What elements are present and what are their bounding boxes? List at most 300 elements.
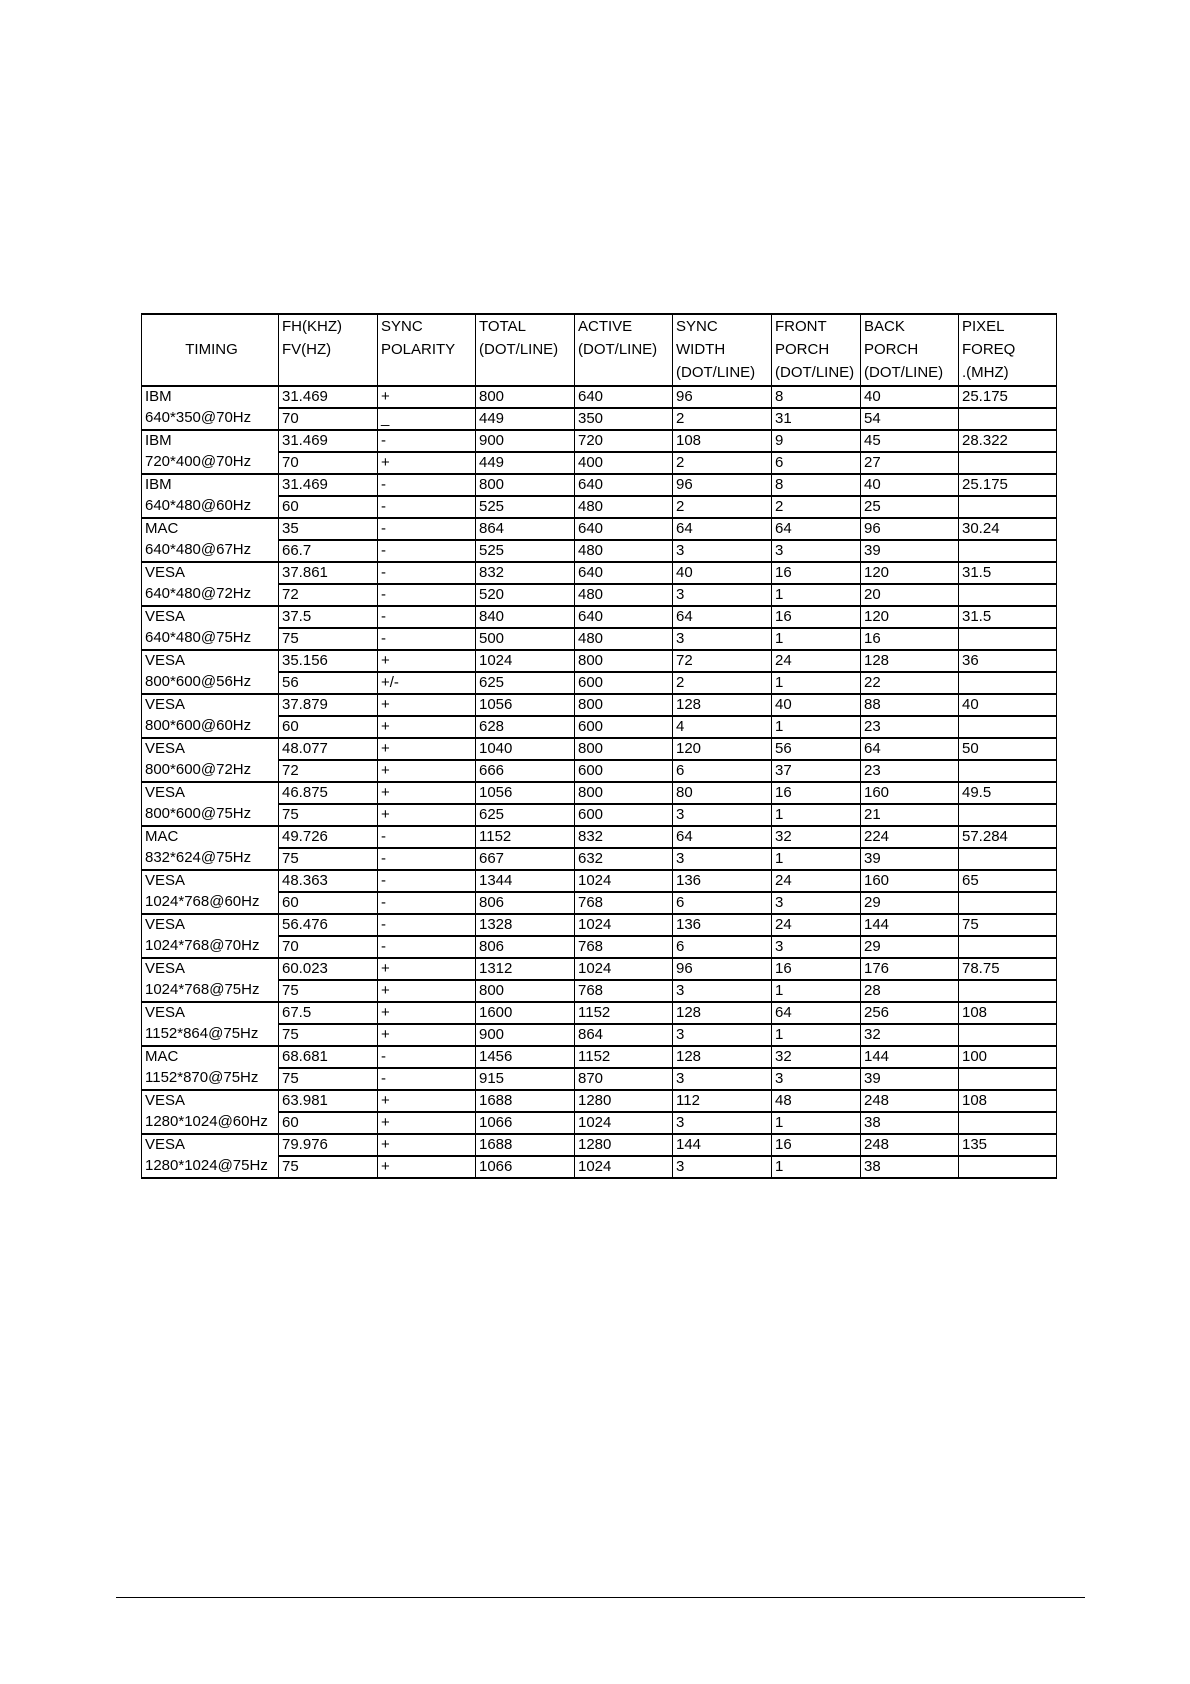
cell-h-active: 800 [575,694,673,716]
table-row [142,1112,1057,1134]
cell-v-back-porch: 39 [861,540,959,562]
mode-resolution: 640*350@70Hz [142,408,279,430]
table-row [142,848,1057,870]
cell-v-sync-width: 3 [673,848,772,870]
cell-h-sync-width: 40 [673,562,772,584]
mode-resolution: 1152*870@75Hz [142,1068,279,1090]
cell-v-active: 480 [575,540,673,562]
cell-h-sync-polarity: + [378,738,476,760]
cell-v-front-porch: 3 [772,936,861,958]
cell-v-sync-width: 2 [673,672,772,694]
cell-v-total: 915 [476,1068,575,1090]
cell-v-total: 625 [476,672,575,694]
cell-v-fv-value: 66.7 [279,540,378,562]
cell-h-total: 1688 [476,1134,575,1156]
cell-v-sync-polarity: + [378,1112,476,1134]
mode-resolution: 1152*864@75Hz [142,1024,279,1046]
table-row [142,1002,1057,1024]
cell-v-back-porch: 39 [861,848,959,870]
mode-standard: VESA [142,738,279,760]
cell-h-front-porch: 64 [772,518,861,540]
cell-h-pixel-freq: 31.5 [959,562,1057,584]
cell-v-sync-width: 3 [673,584,772,606]
cell-v-sync-polarity: +/- [378,672,476,694]
cell-v-back-porch: 32 [861,1024,959,1046]
cell-h-pixel-freq: 28.322 [959,430,1057,452]
cell-v-back-porch: 23 [861,760,959,782]
cell-h-back-porch: 224 [861,826,959,848]
cell-v-active: 600 [575,804,673,826]
cell-h-fh-value: 31.469 [279,474,378,496]
cell-v-sync-polarity: - [378,540,476,562]
cell-v-pixel-freq [959,496,1057,518]
mode-standard: IBM [142,386,279,408]
cell-h-pixel-freq: 108 [959,1090,1057,1112]
table-row [142,760,1057,782]
cell-v-pixel-freq [959,980,1057,1002]
mode-resolution: 720*400@70Hz [142,452,279,474]
cell-h-sync-polarity: - [378,562,476,584]
cell-v-back-porch: 20 [861,584,959,606]
cell-v-fv-value: 72 [279,584,378,606]
cell-v-pixel-freq [959,760,1057,782]
table-row [142,628,1057,650]
table-row [142,1046,1057,1068]
cell-v-total: 806 [476,892,575,914]
cell-v-front-porch: 1 [772,980,861,1002]
cell-h-back-porch: 144 [861,1046,959,1068]
cell-v-fv-value: 75 [279,1156,378,1178]
mode-standard: IBM [142,474,279,496]
table-row [142,672,1057,694]
header-line: PORCH [864,341,919,358]
mode-standard: VESA [142,1134,279,1156]
mode-resolution: 800*600@72Hz [142,760,279,782]
header-line: FOREQ [962,341,1016,358]
cell-h-total: 1024 [476,650,575,672]
cell-h-sync-polarity: + [378,694,476,716]
mode-resolution: 640*480@75Hz [142,628,279,650]
cell-v-front-porch: 3 [772,1068,861,1090]
table-row [142,584,1057,606]
cell-h-active: 640 [575,562,673,584]
cell-h-pixel-freq: 25.175 [959,386,1057,408]
cell-h-front-porch: 64 [772,1002,861,1024]
table-row [142,540,1057,562]
cell-h-total: 1040 [476,738,575,760]
cell-h-total: 1056 [476,782,575,804]
cell-h-front-porch: 9 [772,430,861,452]
cell-v-total: 806 [476,936,575,958]
timing-body [142,386,1057,1178]
cell-h-sync-polarity: - [378,430,476,452]
cell-h-pixel-freq: 25.175 [959,474,1057,496]
cell-v-active: 768 [575,892,673,914]
cell-h-sync-width: 96 [673,474,772,496]
cell-h-fh-value: 31.469 [279,430,378,452]
cell-v-sync-width: 4 [673,716,772,738]
cell-v-pixel-freq [959,1068,1057,1090]
mode-resolution: 640*480@72Hz [142,584,279,606]
cell-v-active: 350 [575,408,673,430]
cell-v-total: 525 [476,540,575,562]
cell-v-active: 864 [575,1024,673,1046]
cell-v-front-porch: 1 [772,848,861,870]
cell-h-front-porch: 56 [772,738,861,760]
cell-v-front-porch: 1 [772,672,861,694]
cell-h-front-porch: 16 [772,1134,861,1156]
mode-standard: VESA [142,870,279,892]
header-line: (DOT/LINE) [864,364,944,381]
cell-v-front-porch: 1 [772,1024,861,1046]
cell-v-sync-width: 6 [673,760,772,782]
cell-v-fv-value: 75 [279,980,378,1002]
header-line: POLARITY [381,341,456,358]
cell-h-front-porch: 24 [772,870,861,892]
footer-rule [116,1597,1085,1598]
cell-h-sync-polarity: + [378,782,476,804]
header-sync-polarity [378,314,476,386]
mode-resolution: 1024*768@60Hz [142,892,279,914]
cell-v-active: 768 [575,936,673,958]
cell-h-front-porch: 16 [772,562,861,584]
cell-h-fh-value: 46.875 [279,782,378,804]
cell-v-total: 666 [476,760,575,782]
timing-table [141,313,1057,1179]
cell-h-active: 1280 [575,1090,673,1112]
header-line: SYNC [381,318,423,335]
cell-h-fh-value: 48.363 [279,870,378,892]
cell-v-back-porch: 38 [861,1156,959,1178]
cell-v-pixel-freq [959,716,1057,738]
cell-v-back-porch: 28 [861,980,959,1002]
cell-h-back-porch: 96 [861,518,959,540]
cell-v-pixel-freq [959,584,1057,606]
cell-v-fv-value: 75 [279,804,378,826]
table-row [142,738,1057,760]
mode-resolution: 640*480@67Hz [142,540,279,562]
cell-v-back-porch: 16 [861,628,959,650]
cell-v-total: 525 [476,496,575,518]
cell-h-sync-width: 144 [673,1134,772,1156]
cell-v-sync-polarity: - [378,892,476,914]
cell-h-pixel-freq: 40 [959,694,1057,716]
table-row [142,870,1057,892]
cell-v-back-porch: 21 [861,804,959,826]
mode-resolution: 800*600@60Hz [142,716,279,738]
cell-v-front-porch: 3 [772,892,861,914]
cell-v-pixel-freq [959,1024,1057,1046]
cell-v-active: 600 [575,760,673,782]
cell-v-fv-value: 60 [279,892,378,914]
cell-h-total: 832 [476,562,575,584]
table-row [142,1134,1057,1156]
cell-v-total: 500 [476,628,575,650]
table-row [142,694,1057,716]
cell-v-sync-polarity: + [378,1024,476,1046]
cell-v-sync-width: 6 [673,892,772,914]
cell-h-active: 832 [575,826,673,848]
cell-v-sync-polarity: + [378,452,476,474]
cell-h-front-porch: 16 [772,958,861,980]
cell-h-sync-width: 136 [673,914,772,936]
cell-h-pixel-freq: 50 [959,738,1057,760]
cell-h-total: 1344 [476,870,575,892]
cell-h-back-porch: 40 [861,474,959,496]
header-line: (DOT/LINE) [479,341,559,358]
cell-h-total: 1600 [476,1002,575,1024]
mode-resolution: 1024*768@70Hz [142,936,279,958]
cell-h-back-porch: 40 [861,386,959,408]
cell-h-front-porch: 16 [772,782,861,804]
cell-v-total: 1066 [476,1112,575,1134]
cell-v-pixel-freq [959,1112,1057,1134]
cell-v-front-porch: 3 [772,540,861,562]
header-timing [142,314,279,386]
cell-h-sync-polarity: - [378,518,476,540]
header-front-porch [772,314,861,386]
cell-v-sync-width: 3 [673,1068,772,1090]
cell-v-sync-width: 2 [673,408,772,430]
cell-h-back-porch: 128 [861,650,959,672]
cell-v-fv-value: 70 [279,452,378,474]
cell-h-sync-width: 128 [673,1046,772,1068]
cell-h-sync-polarity: + [378,1134,476,1156]
cell-h-fh-value: 37.861 [279,562,378,584]
cell-v-fv-value: 72 [279,760,378,782]
header-line: (DOT/LINE) [578,341,658,358]
mode-resolution: 1280*1024@60Hz [142,1112,279,1134]
cell-v-front-porch: 1 [772,804,861,826]
mode-resolution: 1024*768@75Hz [142,980,279,1002]
mode-standard: VESA [142,914,279,936]
cell-h-sync-polarity: + [378,958,476,980]
cell-v-fv-value: 60 [279,496,378,518]
table-row [142,474,1057,496]
cell-v-sync-polarity: _ [378,408,476,430]
cell-h-sync-polarity: + [378,386,476,408]
cell-v-back-porch: 22 [861,672,959,694]
cell-h-back-porch: 256 [861,1002,959,1024]
table-row [142,1156,1057,1178]
cell-v-sync-width: 3 [673,980,772,1002]
table-row [142,562,1057,584]
cell-v-front-porch: 6 [772,452,861,474]
cell-h-active: 1280 [575,1134,673,1156]
table-row [142,980,1057,1002]
cell-h-front-porch: 16 [772,606,861,628]
cell-v-total: 900 [476,1024,575,1046]
cell-v-sync-width: 6 [673,936,772,958]
cell-v-front-porch: 2 [772,496,861,518]
cell-v-active: 480 [575,496,673,518]
cell-h-pixel-freq: 65 [959,870,1057,892]
cell-h-fh-value: 35 [279,518,378,540]
cell-v-total: 628 [476,716,575,738]
cell-h-front-porch: 24 [772,650,861,672]
cell-v-total: 520 [476,584,575,606]
cell-h-pixel-freq: 100 [959,1046,1057,1068]
cell-h-fh-value: 37.879 [279,694,378,716]
cell-v-sync-width: 3 [673,628,772,650]
cell-h-total: 1456 [476,1046,575,1068]
cell-v-active: 600 [575,716,673,738]
cell-h-sync-polarity: - [378,474,476,496]
cell-h-sync-polarity: + [378,1002,476,1024]
cell-v-active: 480 [575,628,673,650]
cell-v-sync-polarity: + [378,760,476,782]
cell-h-sync-width: 64 [673,606,772,628]
cell-v-front-porch: 1 [772,716,861,738]
cell-v-back-porch: 29 [861,892,959,914]
mode-resolution: 640*480@60Hz [142,496,279,518]
cell-h-front-porch: 24 [772,914,861,936]
cell-h-active: 640 [575,474,673,496]
header-line: WIDTH [676,341,726,358]
cell-v-total: 667 [476,848,575,870]
cell-v-pixel-freq [959,892,1057,914]
cell-v-sync-polarity: - [378,1068,476,1090]
table-row [142,892,1057,914]
cell-h-total: 900 [476,430,575,452]
mode-standard: VESA [142,606,279,628]
cell-h-active: 1024 [575,958,673,980]
header-total [476,314,575,386]
mode-standard: VESA [142,650,279,672]
table-row [142,386,1057,408]
table-row [142,914,1057,936]
cell-v-fv-value: 75 [279,1068,378,1090]
cell-v-fv-value: 70 [279,408,378,430]
cell-v-sync-polarity: + [378,980,476,1002]
cell-h-fh-value: 60.023 [279,958,378,980]
cell-v-sync-polarity: + [378,1156,476,1178]
cell-v-fv-value: 60 [279,716,378,738]
header-line: (DOT/LINE) [676,364,756,381]
cell-v-front-porch: 1 [772,628,861,650]
cell-v-back-porch: 39 [861,1068,959,1090]
cell-h-sync-polarity: + [378,1090,476,1112]
cell-h-sync-width: 96 [673,386,772,408]
cell-h-sync-polarity: - [378,826,476,848]
header-sync-width [673,314,772,386]
cell-v-sync-width: 3 [673,1156,772,1178]
cell-v-front-porch: 37 [772,760,861,782]
cell-v-active: 1024 [575,1156,673,1178]
cell-v-sync-width: 2 [673,452,772,474]
header-line: .(MHZ) [962,364,1009,381]
cell-h-fh-value: 56.476 [279,914,378,936]
header-line: (DOT/LINE) [775,364,855,381]
cell-v-sync-polarity: - [378,936,476,958]
cell-h-sync-width: 96 [673,958,772,980]
header-back-porch [861,314,959,386]
table-row [142,804,1057,826]
cell-h-total: 1688 [476,1090,575,1112]
cell-h-fh-value: 67.5 [279,1002,378,1024]
cell-v-total: 449 [476,408,575,430]
mode-resolution: 800*600@56Hz [142,672,279,694]
mode-standard: VESA [142,958,279,980]
cell-v-pixel-freq [959,1156,1057,1178]
cell-v-fv-value: 56 [279,672,378,694]
mode-standard: VESA [142,1090,279,1112]
cell-h-sync-width: 108 [673,430,772,452]
table-row [142,496,1057,518]
cell-v-sync-width: 3 [673,540,772,562]
cell-h-total: 1312 [476,958,575,980]
table-row [142,430,1057,452]
cell-h-back-porch: 45 [861,430,959,452]
cell-v-active: 400 [575,452,673,474]
cell-h-active: 640 [575,606,673,628]
cell-v-pixel-freq [959,628,1057,650]
mode-standard: VESA [142,562,279,584]
cell-h-fh-value: 35.156 [279,650,378,672]
cell-v-sync-polarity: - [378,848,476,870]
cell-v-sync-width: 3 [673,1024,772,1046]
cell-h-back-porch: 120 [861,562,959,584]
cell-v-pixel-freq [959,452,1057,474]
header-pixel-freq [959,314,1057,386]
cell-v-active: 1024 [575,1112,673,1134]
mode-standard: MAC [142,826,279,848]
table-row [142,1024,1057,1046]
cell-v-fv-value: 60 [279,1112,378,1134]
cell-h-front-porch: 8 [772,386,861,408]
cell-h-sync-polarity: + [378,650,476,672]
cell-v-pixel-freq [959,804,1057,826]
header-line: TOTAL [479,318,526,335]
cell-h-sync-width: 80 [673,782,772,804]
cell-h-total: 864 [476,518,575,540]
cell-v-sync-width: 3 [673,1112,772,1134]
cell-h-fh-value: 48.077 [279,738,378,760]
mode-standard: MAC [142,1046,279,1068]
cell-h-back-porch: 88 [861,694,959,716]
mode-standard: VESA [142,782,279,804]
cell-v-back-porch: 54 [861,408,959,430]
table-row [142,936,1057,958]
cell-h-total: 1152 [476,826,575,848]
header-timing-label: TIMING [185,341,238,359]
cell-v-front-porch: 1 [772,1112,861,1134]
cell-v-active: 600 [575,672,673,694]
cell-h-front-porch: 40 [772,694,861,716]
mode-standard: VESA [142,694,279,716]
header-line: PIXEL [962,318,1005,335]
cell-h-sync-width: 120 [673,738,772,760]
cell-h-pixel-freq: 135 [959,1134,1057,1156]
cell-v-total: 449 [476,452,575,474]
cell-h-active: 800 [575,738,673,760]
cell-h-back-porch: 248 [861,1090,959,1112]
cell-h-active: 640 [575,518,673,540]
mode-resolution: 832*624@75Hz [142,848,279,870]
cell-h-fh-value: 49.726 [279,826,378,848]
cell-h-total: 1056 [476,694,575,716]
cell-v-active: 768 [575,980,673,1002]
cell-h-fh-value: 79.976 [279,1134,378,1156]
header-line: BACK [864,318,905,335]
cell-h-active: 1152 [575,1002,673,1024]
cell-h-pixel-freq: 57.284 [959,826,1057,848]
table-row [142,826,1057,848]
cell-v-active: 870 [575,1068,673,1090]
cell-h-pixel-freq: 108 [959,1002,1057,1024]
cell-v-total: 625 [476,804,575,826]
table-row [142,606,1057,628]
